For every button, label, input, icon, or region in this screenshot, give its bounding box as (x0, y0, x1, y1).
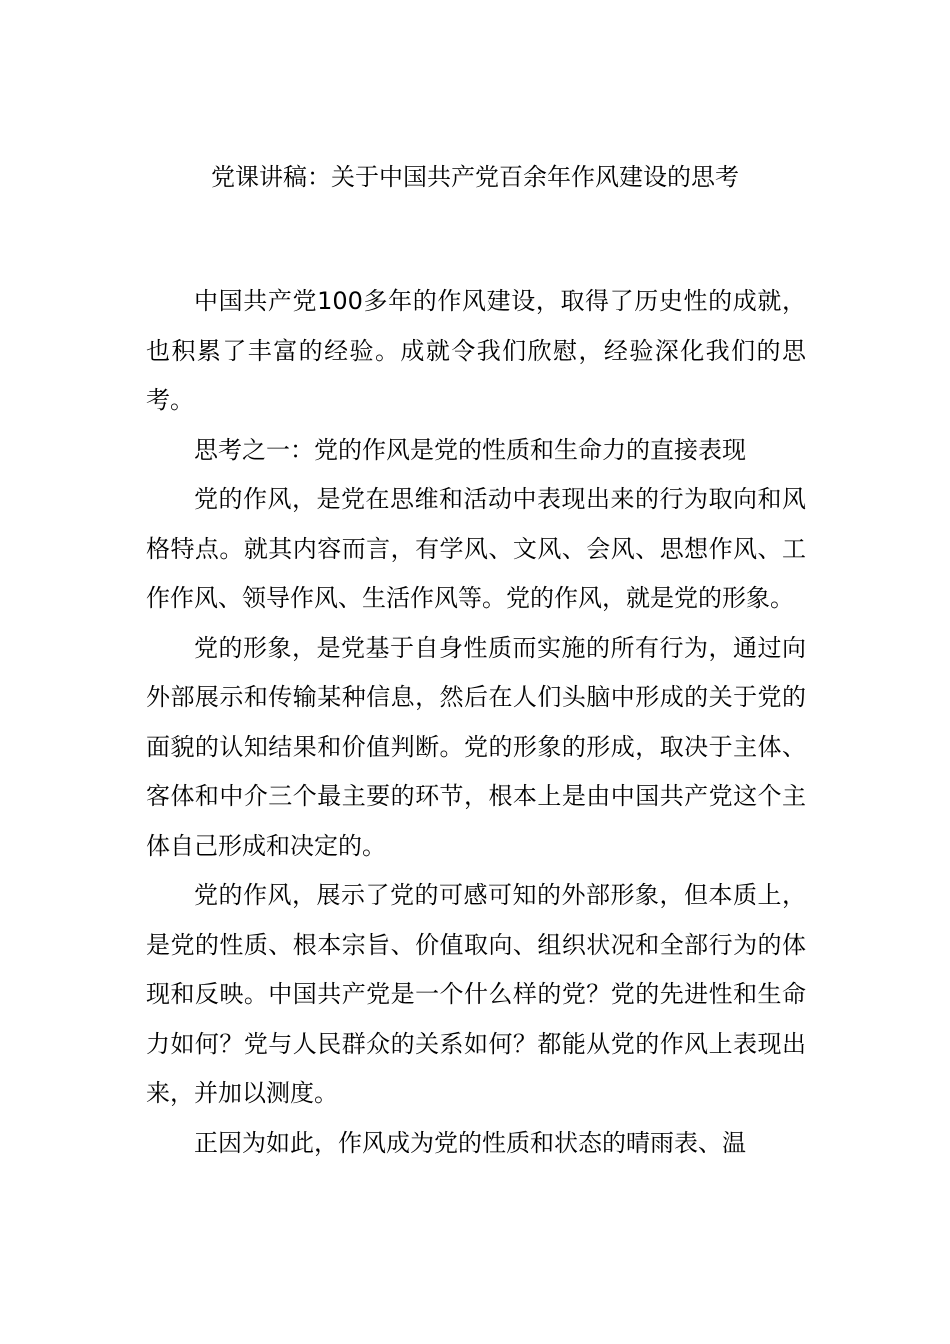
paragraph: 党的作风，展示了党的可感可知的外部形象，但本质上，是党的性质、根本宗旨、价值取向、组织状况和全部行为的体现和反映。中国共产党是一个什么样的党？党的先进性和生命力如何？党与人民群众的关系如何？都能从党的作风上表现出来，并加以测度。 (146, 881, 806, 1107)
paragraph-intro: 中国共产党100多年的作风建设，取得了历史性的成就，也积累了丰富的经验。成就令我们欣慰，经验深化我们的思考。 (146, 287, 806, 414)
section-heading: 思考之一：党的作风是党的性质和生命力的直接表现 (194, 435, 746, 464)
paragraph: 党的形象，是党基于自身性质而实施的所有行为，通过向外部展示和传输某种信息，然后在人们头脑中形成的关于党的面貌的认知结果和价值判断。党的形象的形成，取决于主体、客体和中介三个最主要的环节，根本上是由中国共产党这个主体自己形成和决定的。 (146, 633, 806, 860)
document-body (146, 277, 806, 1168)
paragraph: 党的作风，是党在思维和活动中表现出来的行为取向和风格特点。就其内容而言，有学风、文风、会风、思想作风、工作作风、领导作风、生活作风等。党的作风，就是党的形象。 (146, 485, 806, 612)
document-title: 党课讲稿：关于中国共产党百余年作风建设的思考 (211, 163, 739, 191)
paragraph: 正因为如此，作风成为党的性质和状态的晴雨表、温 (194, 1128, 746, 1157)
